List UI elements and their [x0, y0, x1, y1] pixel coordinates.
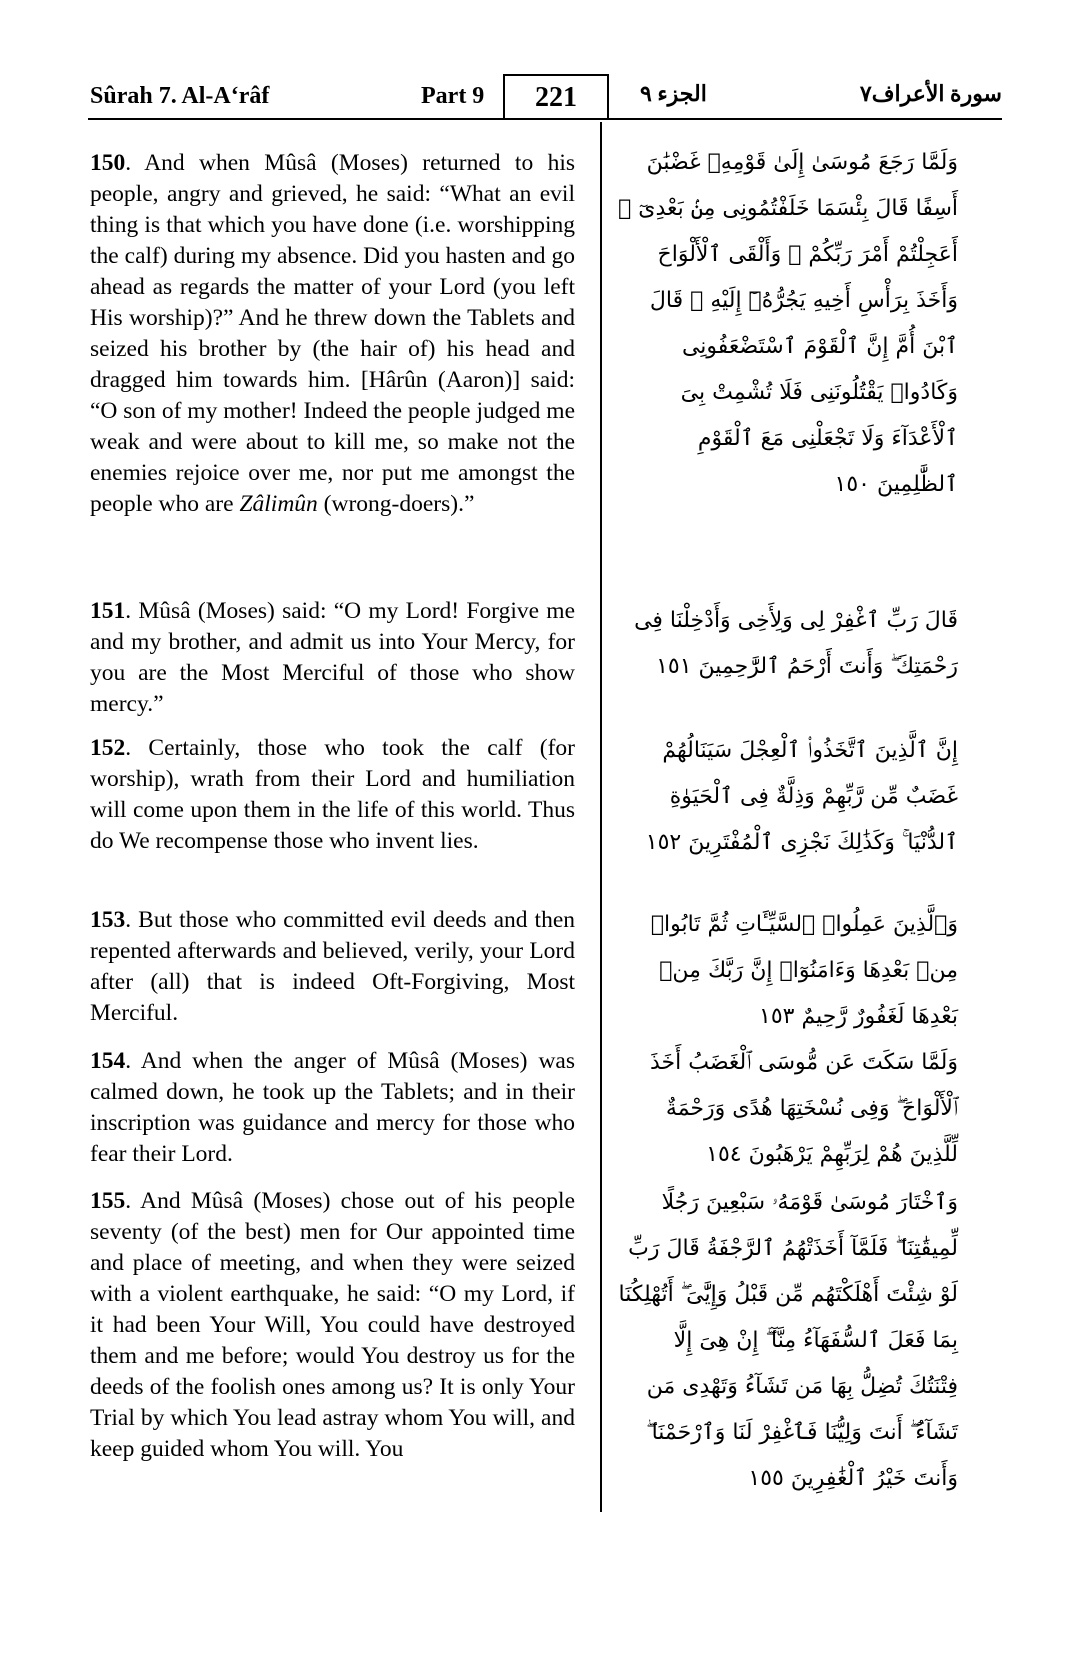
verse-text: . Mûsâ (Moses) said: “O my Lord! Forgive me and my brother, and admit us into Your Mercy, for you are the Most Merciful of those who show mercy.” [90, 598, 575, 717]
verse-150-english [90, 148, 575, 520]
verse-text: . And when the anger of Mûsâ (Moses) was calmed down, he took up the Tablets; and in their inscription was guidance and mercy for those who fear their Lord. [90, 1048, 575, 1167]
verse-text: . But those who committed evil deeds and then repented afterwards and believed, verily, your Lord after (all) that is indeed Oft-Forgiving, Most Merciful. [90, 907, 575, 1026]
verse-153-english [90, 905, 575, 1029]
verse-number: 153 [90, 907, 126, 933]
verse-text: . Certainly, those who took the calf (for worship), wrath from their Lord and humiliation will come upon them in the life of this world. Thus do We recompense those who invent lies. [90, 735, 575, 854]
column-divider [600, 122, 602, 1512]
verse-151-arabic: قَالَ رَبِّ ٱغْفِرْ لِى وَلِأَخِى وَأَدْخِلْنَا فِى رَحْمَتِكَ ۖ وَأَنتَ أَرْحَمُ ٱلرَّٰحِمِينَ ١٥١ [634, 608, 958, 679]
verse-155-arabic: وَٱخْتَارَ مُوسَىٰ قَوْمَهُۥ سَبْعِينَ رَجُلًا لِّمِيقَٰتِنَا ۖ فَلَمَّآ أَخَذَتْهُمُ ٱلرَّجْفَةُ قَالَ رَبِّ لَوْ شِئْتَ أَهْلَكْتَهُم مِّن قَبْلُ وَإِيَّٰىَ ۖ أَتُهْلِكُنَا بِمَا فَعَلَ ٱلسُّفَهَآءُ مِنَّآ ۖ إِنْ هِىَ إِلَّا فِتْنَتُكَ تُضِلُّ بِهَا مَن تَشَآءُ وَتَهْدِى مَن تَشَآءُ ۖ أَنتَ وَلِيُّنَا فَٱغْفِرْ لَنَا وَٱرْحَمْنَا ۖ وَأَنتَ خَيْرُ ٱلْغَٰفِرِينَ ١٥٥ [618, 1190, 958, 1491]
page-header [88, 80, 1002, 120]
verse-number: 155 [90, 1188, 126, 1214]
surah-title-english: Sûrah 7. Al-A‘râf [90, 83, 270, 109]
verse-154-english [90, 1046, 575, 1170]
verse-number: 152 [90, 735, 126, 761]
part-label-english: Part 9 [421, 83, 485, 109]
verse-number: 151 [90, 598, 126, 624]
verse-154-arabic: وَلَمَّا سَكَتَ عَن مُّوسَى ٱلْغَضَبُ أَخَذَ ٱلْأَلْوَاحَ ۖ وَفِى نُسْخَتِهَا هُدًى وَرَحْمَةٌ لِّلَّذِينَ هُمْ لِرَبِّهِمْ يَرْهَبُونَ ١٥٤ [650, 1050, 958, 1167]
part-label-arabic: الجزء ٩ [640, 81, 707, 106]
verse-152-arabic: إِنَّ ٱلَّذِينَ ٱتَّخَذُوا۟ ٱلْعِجْلَ سَيَنَالُهُمْ غَضَبٌ مِّن رَّبِّهِمْ وَذِلَّةٌ فِى ٱلْحَيَوٰةِ ٱلدُّنْيَا ۚ وَكَذَٰلِكَ نَجْزِى ٱلْمُفْتَرِينَ ١٥٢ [645, 738, 958, 855]
verse-153-arabic: وَٱلَّذِينَ عَمِلُوا۟ ٱلسَّيِّـَٔاتِ ثُمَّ تَابُوا۟ مِنۢ بَعْدِهَا وَءَامَنُوٓا۟ إِنَّ رَبَّكَ مِنۢ بَعْدِهَا لَغَفُورٌ رَّحِيمٌ ١٥٣ [650, 912, 958, 1029]
verse-152-english [90, 733, 575, 857]
verse-text-after: (wrong-doers).” [317, 491, 475, 517]
surah-title-arabic: سورة الأعراف٧ [859, 81, 1002, 106]
verse-italic-term: Zâlimûn [239, 491, 318, 517]
verse-text: . And Mûsâ (Moses) chose out of his people seventy (of the best) men for Our appointed time and place of meeting, and when they were seized with a violent earthquake, he said: “O my Lord, if it had been Your Will, You could have destroyed them and me before; would You destroy us for the deeds of the foolish ones among us? It is only Your Trial by which You lead astray whom You will, and keep guided whom You will. You [90, 1188, 575, 1462]
verse-155-english [90, 1186, 575, 1465]
verse-number: 150 [90, 150, 126, 176]
header-rule [88, 118, 1002, 120]
page-number: 221 [503, 74, 609, 118]
verse-number: 154 [90, 1048, 126, 1074]
verse-150-arabic: وَلَمَّا رَجَعَ مُوسَىٰ إِلَىٰ قَوْمِهِۦ غَضْبَٰنَ أَسِفًا قَالَ بِئْسَمَا خَلَفْتُمُونِى مِنۢ بَعْدِىٓ ۖ أَعَجِلْتُمْ أَمْرَ رَبِّكُمْ ۖ وَأَلْقَى ٱلْأَلْوَاحَ وَأَخَذَ بِرَأْسِ أَخِيهِ يَجُرُّهُۥٓ إِلَيْهِ ۚ قَالَ ٱبْنَ أُمَّ إِنَّ ٱلْقَوْمَ ٱسْتَضْعَفُونِى وَكَادُوا۟ يَقْتُلُونَنِى فَلَا تُشْمِتْ بِىَ ٱلْأَعْدَآءَ وَلَا تَجْعَلْنِى مَعَ ٱلْقَوْمِ ٱلظَّٰلِمِينَ ١٥٠ [618, 150, 958, 497]
verse-text: . And when Mûsâ (Moses) returned to his people, angry and grieved, he said: “What an evil thing is that which you have done (i.e. worshipping the calf) during my absence. Did you hasten and go ahead as regards the matter of your Lord (you left His worship)?” And he threw down the Tablets and seized his brother by (the hair of) his head and dragged him towards him. [Hârûn (Aaron)] said: “O son of my mother! Indeed the people judged me weak and were about to kill me, so make not the enemies rejoice over me, nor put me amongst the people who are [90, 150, 575, 517]
verse-151-english [90, 596, 575, 720]
